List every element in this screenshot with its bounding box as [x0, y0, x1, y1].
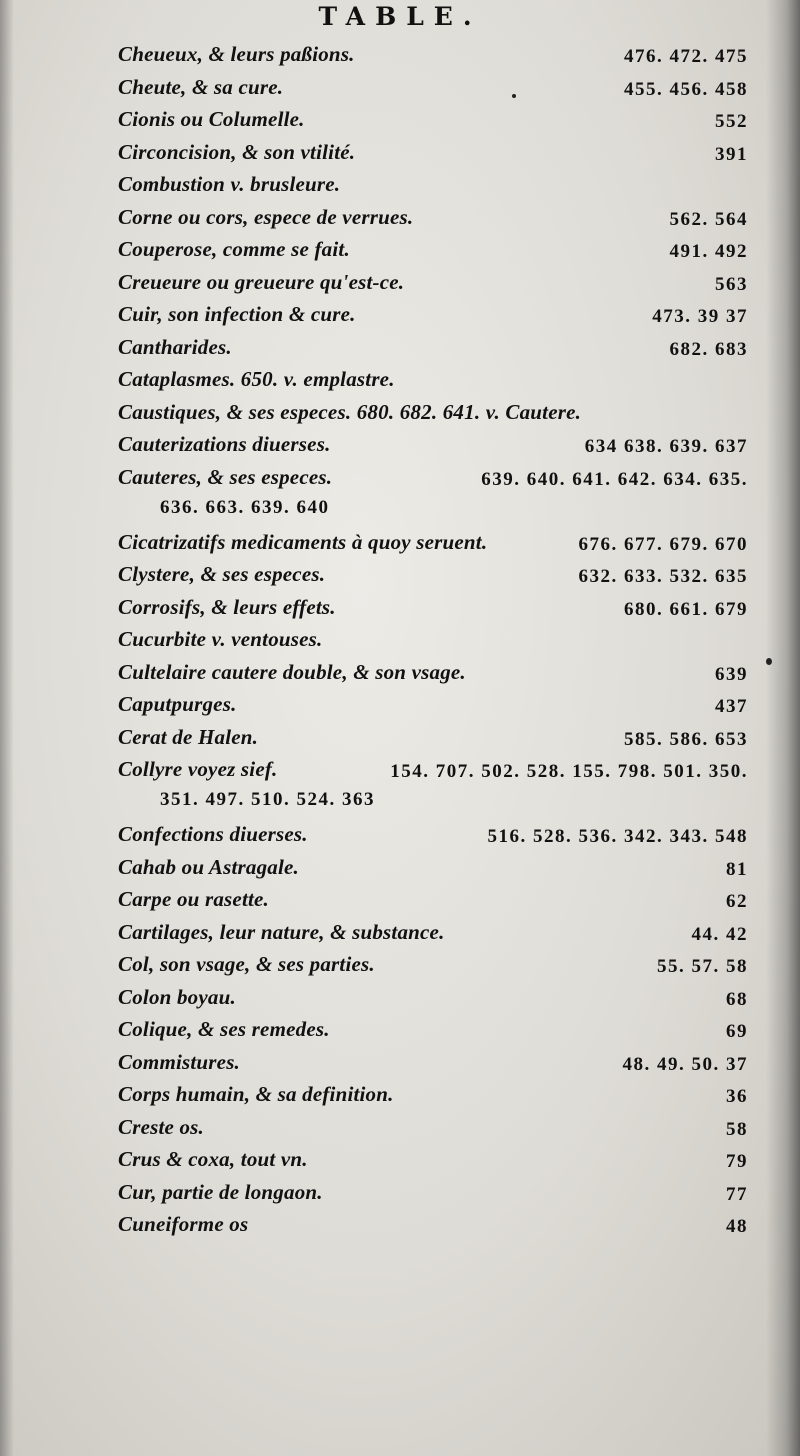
index-entry [0, 170, 800, 203]
index-entry [0, 333, 800, 366]
index-entry [0, 755, 800, 820]
entry-term: Cuneiforme os [118, 1212, 249, 1236]
entry-page-refs: 562. 564 [669, 208, 748, 230]
entry-term: Cuir, son infection & cure. [118, 302, 356, 326]
entry-page-refs: 516. 528. 536. 342. 343. 548 [487, 826, 748, 847]
ink-spot [766, 658, 772, 665]
index-entry [0, 268, 800, 301]
entry-term: Cerat de Halen. [118, 724, 259, 749]
entry-page-refs: 585. 586. 653 [624, 728, 748, 750]
index-entry [0, 203, 800, 236]
entry-term: Colique, & ses remedes. [118, 1017, 330, 1041]
index-entry [0, 430, 800, 463]
index-entry [0, 365, 800, 398]
entry-term: Corne ou cors, espece de verrues. [118, 204, 414, 229]
entry-page-refs: 77 [726, 1183, 748, 1205]
entry-term: Cucurbite v. ventouses. [118, 627, 323, 651]
entry-page-refs: 552 [715, 111, 748, 132]
index-entry [0, 1048, 800, 1081]
index-entry [0, 300, 800, 333]
index-entry-list [0, 40, 800, 1243]
index-entry [0, 853, 800, 886]
entry-page-refs: 68 [726, 988, 748, 1010]
entry-page-refs: 634 638. 639. 637 [584, 436, 748, 457]
entry-page-refs: 391 [715, 143, 748, 165]
entry-term: Col, son vsage, & ses parties. [118, 952, 375, 976]
index-entry [0, 235, 800, 268]
entry-page-refs: 62 [726, 891, 748, 912]
index-entry [0, 1080, 800, 1113]
entry-term: Cantharides. [118, 334, 232, 359]
index-entry [0, 528, 800, 561]
entry-term: Corps humain, & sa definition. [118, 1082, 394, 1106]
entry-term: Cultelaire cautere double, & son vsage. [118, 659, 466, 684]
entry-term: Combustion v. brusleure. [118, 172, 341, 196]
entry-term: Cauteres, & ses especes. [118, 464, 333, 489]
entry-term: Cheute, & sa cure. [118, 74, 284, 99]
entry-term: Cauterizations diuerses. [118, 432, 331, 456]
entry-term: Caustiques, & ses especes. 680. 682. 641. v. Cautere. [118, 399, 582, 424]
index-entry [0, 593, 800, 626]
entry-term: Couperose, comme se fait. [118, 237, 350, 261]
entry-page-refs: 58 [726, 1118, 748, 1140]
index-entry [0, 820, 800, 853]
entry-page-refs: 437 [715, 696, 748, 717]
index-entry [0, 658, 800, 691]
entry-page-refs: 639. 640. 641. 642. 634. 635. [481, 468, 748, 490]
index-entry [0, 463, 800, 528]
index-entry [0, 625, 800, 658]
entry-page-refs: 36 [726, 1086, 748, 1107]
entry-term: Cataplasmes. 650. v. emplastre. [118, 367, 395, 391]
index-entry [0, 1178, 800, 1211]
entry-term: Cahab ou Astragale. [118, 854, 299, 879]
index-entry [0, 560, 800, 593]
entry-term: Caputpurges. [118, 692, 237, 716]
entry-page-refs: 632. 633. 532. 635 [578, 566, 748, 587]
entry-page-refs: 44. 42 [691, 923, 748, 945]
entry-term: Creste os. [118, 1114, 204, 1139]
entry-term: Colon boyau. [118, 984, 236, 1009]
entry-term: Creueure ou greueure qu'est-ce. [118, 269, 405, 294]
index-entry [0, 105, 800, 138]
entry-term: Cicatrizatifs medicaments à quoy seruent. [118, 529, 488, 554]
entry-page-refs: 79 [726, 1151, 748, 1172]
index-entry [0, 138, 800, 171]
entry-term: Circoncision, & son vtilité. [118, 139, 356, 164]
entry-page-refs: 676. 677. 679. 670 [578, 533, 748, 555]
entry-term: Cheueux, & leurs paßions. [118, 42, 355, 66]
index-entry [0, 983, 800, 1016]
entry-term: Clystere, & ses especes. [118, 562, 326, 586]
index-entry [0, 1145, 800, 1178]
entry-page-refs: 48. 49. 50. 37 [622, 1053, 748, 1075]
entry-page-refs-continued: 351. 497. 510. 524. 363 [160, 789, 375, 810]
entry-page-refs: 154. 707. 502. 528. 155. 798. 501. 350. [390, 761, 748, 782]
index-entry [0, 1113, 800, 1146]
index-entry [0, 950, 800, 983]
entry-page-refs: 491. 492 [669, 241, 748, 262]
index-entry [0, 398, 800, 431]
entry-term: Cartilages, leur nature, & substance. [118, 919, 445, 944]
entry-term: Collyre voyez sief. [118, 757, 278, 781]
entry-page-refs: 55. 57. 58 [657, 956, 748, 977]
index-entry [0, 690, 800, 723]
entry-page-refs: 476. 472. 475 [624, 46, 748, 67]
entry-term: Confections diuerses. [118, 822, 308, 846]
entry-page-refs-continued: 636. 663. 639. 640 [160, 496, 330, 518]
running-header: TABLE. [318, 2, 482, 31]
entry-page-refs: 455. 456. 458 [624, 78, 748, 100]
entry-term: Corrosifs, & leurs effets. [118, 594, 336, 619]
entry-term: Cionis ou Columelle. [118, 107, 305, 131]
entry-page-refs: 81 [726, 858, 748, 880]
index-entry [0, 73, 800, 106]
index-entry [0, 918, 800, 951]
entry-page-refs: 473. 39 37 [652, 306, 748, 327]
index-entry [0, 40, 800, 73]
ink-spot [512, 94, 516, 98]
entry-page-refs: 639 [715, 663, 748, 685]
index-entry [0, 723, 800, 756]
entry-term: Commistures. [118, 1049, 241, 1074]
entry-page-refs: 563 [715, 273, 748, 295]
entry-term: Crus & coxa, tout vn. [118, 1147, 308, 1171]
entry-page-refs: 682. 683 [669, 338, 748, 360]
entry-page-refs: 48 [726, 1216, 748, 1237]
index-entry [0, 1015, 800, 1048]
index-entry [0, 1210, 800, 1243]
entry-term: Carpe ou rasette. [118, 887, 269, 911]
index-entry [0, 885, 800, 918]
entry-page-refs: 69 [726, 1021, 748, 1042]
entry-page-refs: 680. 661. 679 [624, 598, 748, 620]
entry-term: Cur, partie de longaon. [118, 1179, 323, 1204]
